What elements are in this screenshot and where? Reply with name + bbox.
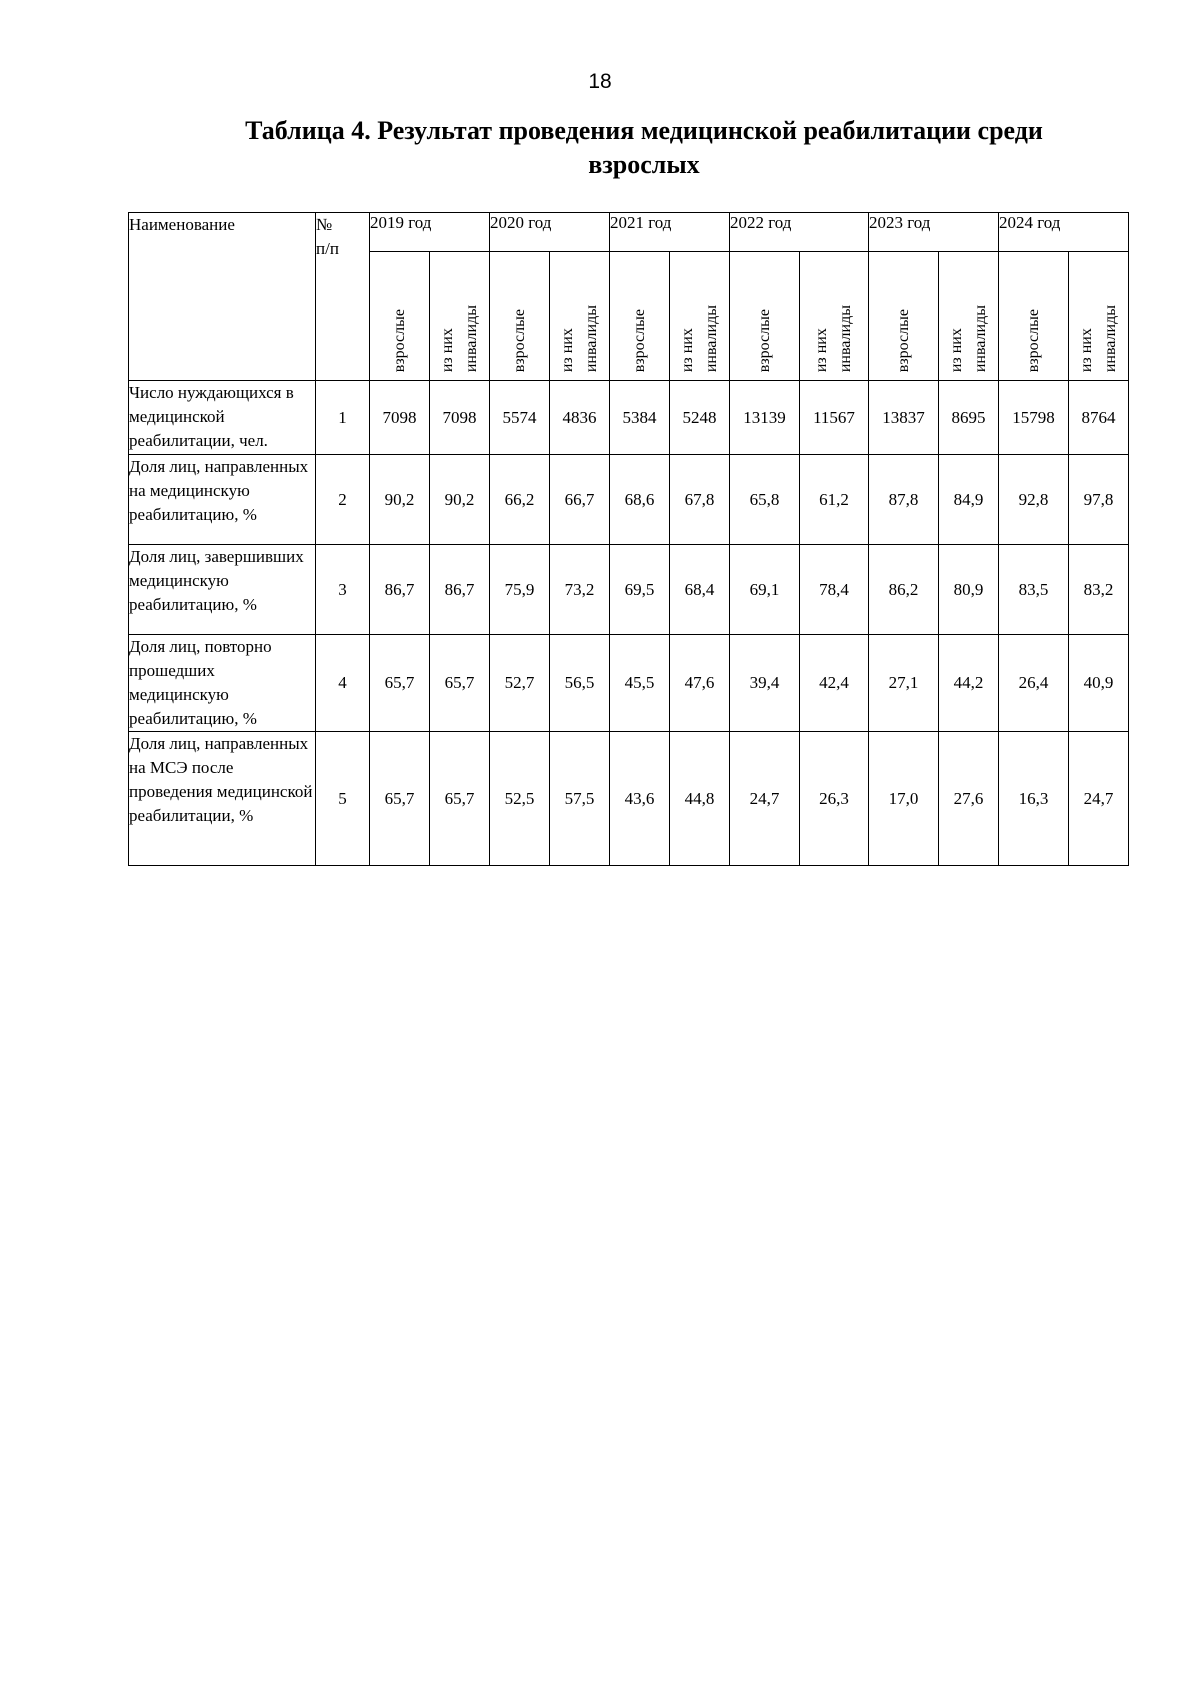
table-cell: 26,3 — [800, 732, 869, 866]
table-cell: 5384 — [610, 381, 670, 455]
table-cell: 86,7 — [370, 545, 430, 635]
table-cell: 7098 — [370, 381, 430, 455]
table-cell: 68,6 — [610, 455, 670, 545]
table-cell: 65,7 — [430, 635, 490, 732]
table-cell: 65,7 — [430, 732, 490, 866]
subheader-text: из них инвалиды — [558, 304, 600, 372]
table-cell: 24,7 — [1069, 732, 1129, 866]
subheader-disabled — [800, 252, 869, 381]
subheader-disabled — [670, 252, 730, 381]
row-name: Доля лиц, направленных на МСЭ после проведения медицинской реабилитации, % — [129, 732, 316, 866]
table-cell: 16,3 — [999, 732, 1069, 866]
subheader-text: взрослые — [894, 308, 912, 372]
table-cell: 27,1 — [869, 635, 939, 732]
table-row — [129, 381, 1129, 455]
table-cell: 69,5 — [610, 545, 670, 635]
year-header: 2020 год — [490, 213, 610, 252]
table-cell: 7098 — [430, 381, 490, 455]
table-cell: 24,7 — [730, 732, 800, 866]
column-header-number — [316, 213, 370, 381]
table-cell: 8695 — [939, 381, 999, 455]
row-name: Доля лиц, повторно прошедших медицинскую реабилитацию, % — [129, 635, 316, 732]
table-cell: 26,4 — [999, 635, 1069, 732]
table-cell: 67,8 — [670, 455, 730, 545]
subheader-adults — [999, 252, 1069, 381]
subheader-text: взрослые — [1024, 308, 1042, 372]
subheader-text: из них инвалиды — [438, 304, 480, 372]
subheader-text: взрослые — [755, 308, 773, 372]
subheader-disabled — [550, 252, 610, 381]
row-name: Доля лиц, направленных на медицинскую реабилитацию, % — [129, 455, 316, 545]
subheader-adults — [730, 252, 800, 381]
subheader-text: из них инвалиды — [678, 304, 720, 372]
table-cell: 65,8 — [730, 455, 800, 545]
table-cell: 27,6 — [939, 732, 999, 866]
table-cell: 90,2 — [430, 455, 490, 545]
subheader-adults — [869, 252, 939, 381]
table-cell: 73,2 — [550, 545, 610, 635]
table-row — [129, 635, 1129, 732]
table-cell: 13139 — [730, 381, 800, 455]
row-name: Число нуждающихся в медицинской реабилитации, чел. — [129, 381, 316, 455]
table-title: Таблица 4. Результат проведения медицинской реабилитации среди взрослых — [245, 116, 1043, 179]
number-header-text: № п/п — [316, 215, 339, 258]
subheader-adults — [490, 252, 550, 381]
subheader-text: взрослые — [630, 308, 648, 372]
row-number: 3 — [316, 545, 370, 635]
table-cell: 56,5 — [550, 635, 610, 732]
table-cell: 15798 — [999, 381, 1069, 455]
table-cell: 61,2 — [800, 455, 869, 545]
table-cell: 45,5 — [610, 635, 670, 732]
table-cell: 8764 — [1069, 381, 1129, 455]
subheader-disabled — [430, 252, 490, 381]
table-cell: 86,7 — [430, 545, 490, 635]
table-cell: 11567 — [800, 381, 869, 455]
table-cell: 57,5 — [550, 732, 610, 866]
table-cell: 87,8 — [869, 455, 939, 545]
row-number: 4 — [316, 635, 370, 732]
table-row — [129, 455, 1129, 545]
table-cell: 5248 — [670, 381, 730, 455]
row-number: 5 — [316, 732, 370, 866]
year-header: 2019 год — [370, 213, 490, 252]
year-header: 2021 год — [610, 213, 730, 252]
table-cell: 90,2 — [370, 455, 430, 545]
table-cell: 68,4 — [670, 545, 730, 635]
table-cell: 42,4 — [800, 635, 869, 732]
table-cell: 84,9 — [939, 455, 999, 545]
rehabilitation-results-table — [128, 212, 1129, 866]
table-row — [129, 732, 1129, 866]
table-cell: 75,9 — [490, 545, 550, 635]
year-header: 2024 год — [999, 213, 1129, 252]
table-cell: 92,8 — [999, 455, 1069, 545]
row-number: 2 — [316, 455, 370, 545]
table-cell: 39,4 — [730, 635, 800, 732]
table-cell: 80,9 — [939, 545, 999, 635]
column-header-name: Наименование — [129, 213, 316, 381]
subheader-text: взрослые — [390, 308, 408, 372]
subheader-text: взрослые — [510, 308, 528, 372]
subheader-text: из них инвалиды — [947, 304, 989, 372]
table-cell: 47,6 — [670, 635, 730, 732]
subheader-adults — [610, 252, 670, 381]
row-name: Доля лиц, завершивших медицинскую реабилитацию, % — [129, 545, 316, 635]
table-cell: 69,1 — [730, 545, 800, 635]
table-cell: 78,4 — [800, 545, 869, 635]
year-header: 2023 год — [869, 213, 999, 252]
table-cell: 97,8 — [1069, 455, 1129, 545]
table-cell: 13837 — [869, 381, 939, 455]
table-row — [129, 545, 1129, 635]
table-cell: 44,2 — [939, 635, 999, 732]
subheader-disabled — [939, 252, 999, 381]
table-cell: 83,2 — [1069, 545, 1129, 635]
table-cell: 83,5 — [999, 545, 1069, 635]
table-cell: 52,7 — [490, 635, 550, 732]
table-cell: 43,6 — [610, 732, 670, 866]
table-cell: 66,7 — [550, 455, 610, 545]
year-header: 2022 год — [730, 213, 869, 252]
table-cell: 44,8 — [670, 732, 730, 866]
subheader-text: из них инвалиды — [813, 304, 854, 372]
table-cell: 17,0 — [869, 732, 939, 866]
table-cell: 52,5 — [490, 732, 550, 866]
table-cell: 65,7 — [370, 635, 430, 732]
table-cell: 66,2 — [490, 455, 550, 545]
table-cell: 4836 — [550, 381, 610, 455]
subheader-disabled — [1069, 252, 1129, 381]
page-number: 18 — [588, 70, 612, 93]
table-cell: 65,7 — [370, 732, 430, 866]
subheader-text: из них инвалиды — [1077, 304, 1119, 372]
table-cell: 5574 — [490, 381, 550, 455]
table-cell: 40,9 — [1069, 635, 1129, 732]
table-cell: 86,2 — [869, 545, 939, 635]
row-number: 1 — [316, 381, 370, 455]
subheader-adults — [370, 252, 430, 381]
